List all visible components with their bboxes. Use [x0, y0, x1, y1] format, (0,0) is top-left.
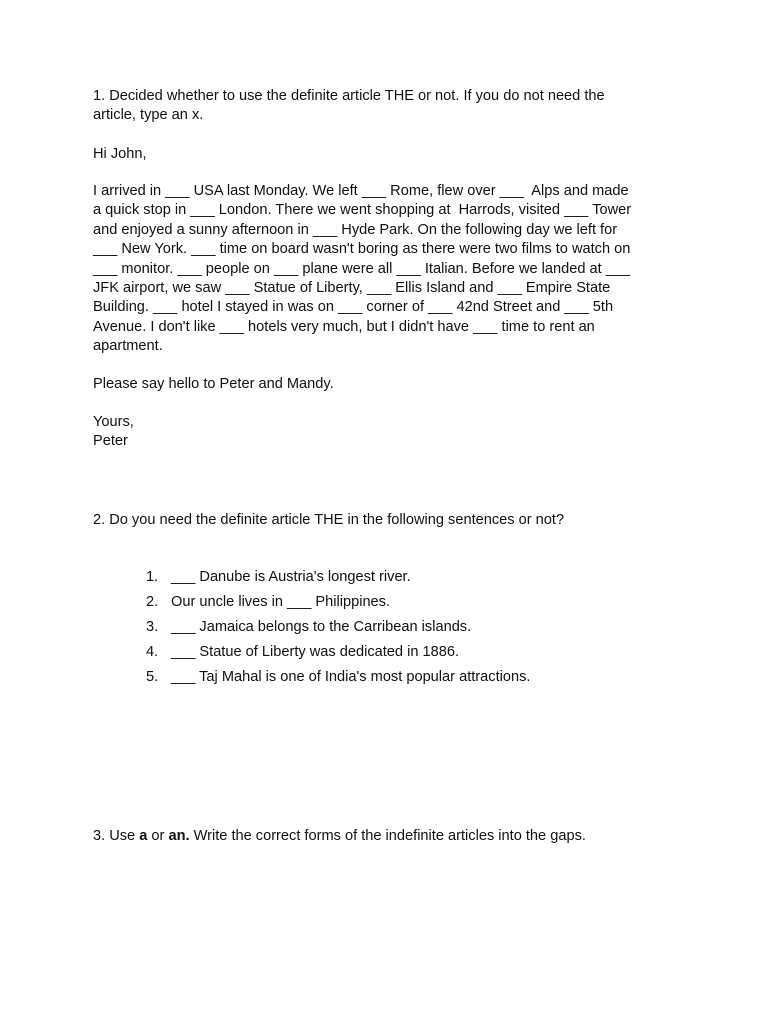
item-text: ___ Statue of Liberty was dedicated in 1886. — [171, 644, 460, 660]
list-item — [146, 568, 530, 593]
list-item — [146, 618, 530, 643]
instruction-prefix: 3. Use — [93, 828, 140, 844]
item-number: 3. — [146, 619, 159, 635]
letter-body-line: JFK airport, we saw ___ Statue of Liberty, ___ Ellis Island and ___ Empire State — [93, 280, 611, 297]
list-item — [146, 643, 530, 668]
instruction-connector: or — [147, 828, 169, 844]
letter-body-line: apartment. — [93, 338, 163, 355]
signature-text: Peter — [93, 433, 128, 450]
article-an: an. — [168, 828, 190, 844]
article-a: a — [139, 828, 148, 844]
letter-body-line: a quick stop in ___ London. There we went shopping at Harrods, visited ___ Tower — [93, 202, 632, 219]
item-text: ___ Jamaica belongs to the Carribean islands. — [171, 619, 472, 635]
letter-body — [93, 182, 693, 357]
letter-body-line: Building. ___ hotel I stayed in was on ___ corner of ___ 42nd Street and ___ 5th — [93, 299, 614, 316]
letter-body-line: Avenue. I don't like ___ hotels very much, but I didn't have ___ time to rent an — [93, 318, 595, 335]
signoff-text: Yours, — [93, 414, 134, 430]
item-number: 2. — [146, 594, 159, 610]
letter-body-line: I arrived in ___ USA last Monday. We left ___ Rome, flew over ___ Alps and made — [93, 183, 629, 199]
letter-body-line: ___ New York. ___ time on board wasn't boring as there were two films to watch on — [93, 241, 631, 258]
instruction-line: 1. Decided whether to use the definite article THE or not. If you do not need the — [93, 88, 605, 104]
instruction-line: 2. Do you need the definite article THE in the following sentences or not? — [93, 512, 565, 528]
letter-greeting — [93, 145, 693, 164]
list-item — [146, 668, 530, 693]
greeting-text: Hi John, — [93, 146, 147, 162]
instruction-suffix: Write the correct forms of the indefinite articles into the gaps. — [189, 828, 586, 844]
closing-request-text: Please say hello to Peter and Mandy. — [93, 376, 334, 392]
item-text: Our uncle lives in ___ Philippines. — [171, 594, 391, 610]
letter-closing-request — [93, 375, 693, 394]
exercise-2-list — [146, 568, 530, 693]
letter-body-line: ___ monitor. ___ people on ___ plane were all ___ Italian. Before we landed at ___ — [93, 260, 631, 277]
item-number: 1. — [146, 569, 159, 585]
item-number: 5. — [146, 669, 159, 685]
exercise-2-instruction — [93, 511, 693, 530]
item-text: ___ Danube is Austria's longest river. — [171, 569, 411, 585]
letter-signoff — [93, 413, 693, 452]
instruction-line — [93, 827, 693, 846]
exercise-1-instruction — [93, 87, 693, 126]
list-item — [146, 593, 530, 618]
instruction-line: article, type an x. — [93, 107, 204, 124]
item-text: ___ Taj Mahal is one of India's most popular attractions. — [171, 669, 531, 685]
item-number: 4. — [146, 644, 159, 660]
letter-body-line: and enjoyed a sunny afternoon in ___ Hyde Park. On the following day we left for — [93, 221, 618, 238]
exercise-3-instruction — [93, 827, 693, 846]
